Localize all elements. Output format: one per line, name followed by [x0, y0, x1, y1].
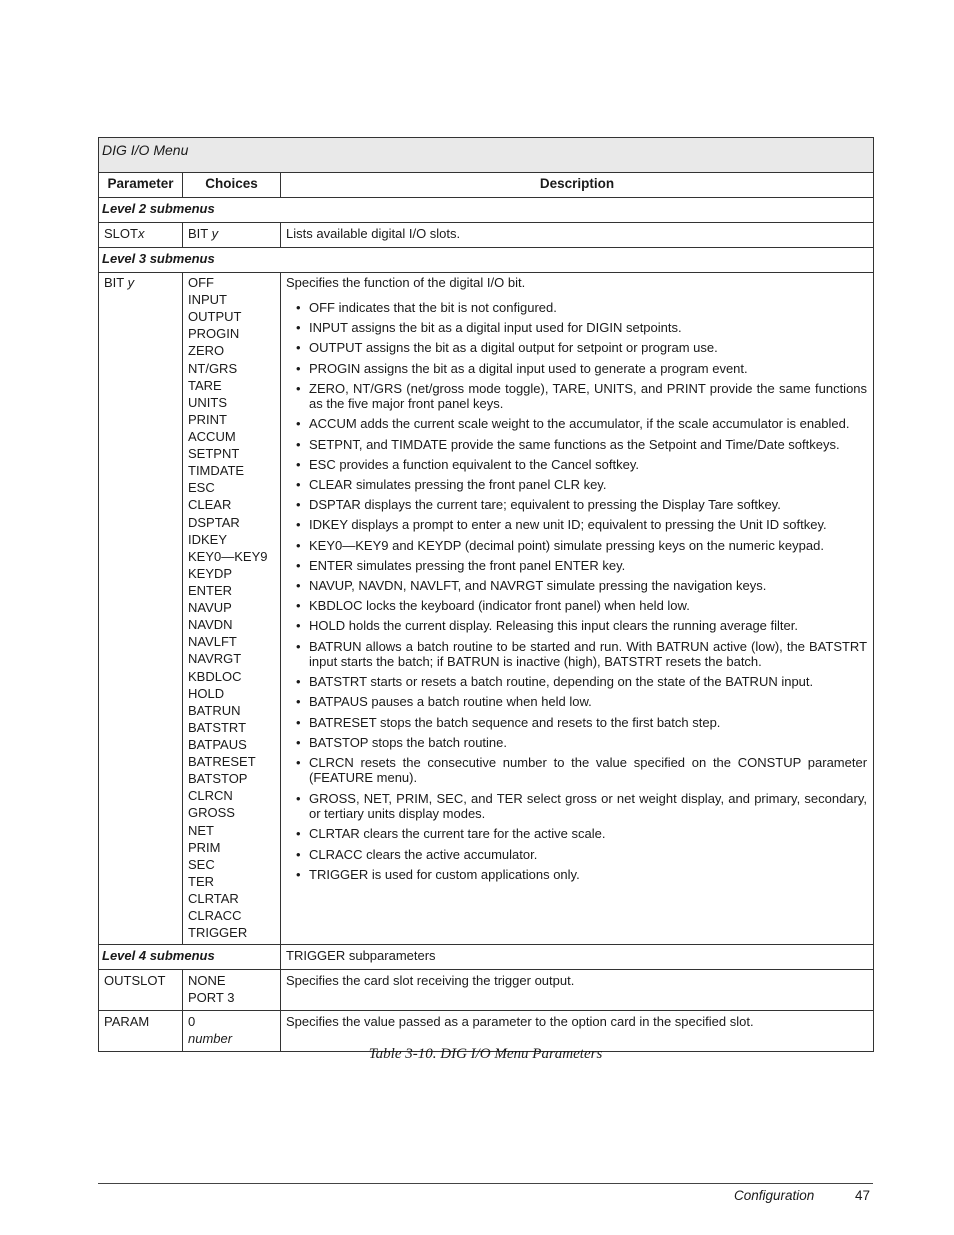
choice-item: HOLD [188, 685, 225, 701]
choice-item: NAVDN [188, 617, 233, 633]
slot-choice [183, 223, 281, 248]
list-item: • BATSTRT starts or resets a batch routine, depending on the state of the BATRUN input. [286, 674, 867, 690]
outslot-description: Specifies the card slot receiving the trigger output. [281, 970, 874, 1011]
slot-choice-main: BIT [188, 226, 212, 241]
list-item: • DSPTAR displays the current tare; equivalent to pressing the Display Tare softkey. [286, 497, 867, 513]
choice-item: INPUT [188, 292, 227, 308]
bit-param-main: BIT [104, 275, 128, 290]
choice-item: KEYDP [188, 565, 233, 581]
outslot-parameter: OUTSLOT [99, 970, 183, 1011]
choice-item: BATSTRT [188, 719, 247, 735]
list-item: • GROSS, NET, PRIM, SEC, and TER select gross or net weight display, and primary, secondary, or tertiary units display modes. [286, 791, 867, 822]
list-item: • INPUT assigns the bit as a digital input used for DIGIN setpoints. [286, 320, 867, 336]
bit-parameter [99, 273, 183, 945]
list-item: • OFF indicates that the bit is not configured. [286, 300, 867, 316]
choice-item: TARE [188, 377, 222, 393]
list-item: • CLRCN resets the consecutive number to the value specified on the CONSTUP parameter (FEATURE menu). [286, 755, 867, 786]
list-item: • CLRACC clears the active accumulator. [286, 847, 867, 863]
param-choice-number: number [188, 1031, 233, 1047]
list-item: • BATSTOP stops the batch routine. [286, 735, 867, 751]
header-row [99, 173, 874, 198]
level4-section-row [99, 945, 874, 970]
slot-parameter [99, 223, 183, 248]
list-item: • CLEAR simulates pressing the front panel CLR key. [286, 477, 867, 493]
choice-item: NT/GRS [188, 360, 238, 376]
choice-item: TER [188, 873, 214, 889]
outslot-choices-list [183, 970, 281, 1011]
choice-item: ENTER [188, 582, 233, 598]
list-item: • HOLD holds the current display. Releasing this input clears the running average filter. [286, 618, 867, 634]
bit-param-var: y [127, 275, 135, 290]
choice-item: PORT 3 [188, 990, 235, 1006]
choice-item: TIMDATE [188, 463, 245, 479]
list-item: • NAVUP, NAVDN, NAVLFT, and NAVRGT simulate pressing the navigation keys. [286, 578, 867, 594]
list-item: • BATRESET stops the batch sequence and resets to the first batch step. [286, 715, 867, 731]
list-item: • ENTER simulates pressing the front panel ENTER key. [286, 558, 867, 574]
level2-section-row [99, 198, 874, 223]
choice-item: NAVRGT [188, 651, 242, 667]
bit-choices-list [183, 273, 281, 945]
footer-page-number: 47 [855, 1188, 871, 1203]
list-item: • BATPAUS pauses a batch routine when held low. [286, 694, 867, 710]
header-description: Description [281, 173, 874, 198]
choice-item: UNITS [188, 394, 227, 410]
table-title: DIG I/O Menu [99, 138, 874, 173]
list-item: • IDKEY displays a prompt to enter a new unit ID; equivalent to pressing the Unit ID softkey. [286, 517, 867, 533]
choice-item: IDKEY [188, 531, 228, 547]
choice-item: DSPTAR [188, 514, 240, 530]
choice-item: PROGIN [188, 326, 240, 342]
list-item: • OUTPUT assigns the bit as a digital output for setpoint or program use. [286, 340, 867, 356]
list-item: • SETPNT, and TIMDATE provide the same functions as the Setpoint and Time/Date softkeys. [286, 437, 867, 453]
dig-io-menu-table [98, 137, 874, 1052]
level4-description: TRIGGER subparameters [281, 945, 874, 970]
level3-section-row [99, 248, 874, 273]
level3-label: Level 3 submenus [99, 248, 874, 273]
choice-item: KEY0—KEY9 [188, 548, 268, 564]
list-item: • PROGIN assigns the bit as a digital input used to generate a program event. [286, 361, 867, 377]
choice-item: NAVUP [188, 600, 232, 616]
choice-item: OUTPUT [188, 309, 242, 325]
list-item: • KBDLOC locks the keyboard (indicator front panel) when held low. [286, 598, 867, 614]
choice-item: ESC [188, 480, 215, 496]
table-title-row [99, 138, 874, 173]
choice-item: NONE [188, 973, 226, 989]
bit-description-intro: Specifies the function of the digital I/O bit. [286, 275, 526, 290]
choice-item: SETPNT [188, 446, 240, 462]
list-item: • KEY0—KEY9 and KEYDP (decimal point) simulate pressing keys on the numeric keypad. [286, 538, 867, 554]
choice-item: ACCUM [188, 428, 236, 444]
choice-item: TRIGGER [188, 925, 248, 941]
table-row-bit [99, 273, 874, 945]
choice-item: CLRCN [188, 788, 233, 804]
table-row-outslot [99, 970, 874, 1011]
choice-item: GROSS [188, 805, 235, 821]
list-item: • CLRTAR clears the current tare for the active scale. [286, 826, 867, 842]
list-item: • ZERO, NT/GRS (net/gross mode toggle), TARE, UNITS, and PRINT provide the same functions as the five major front panel keys. [286, 381, 867, 412]
choice-item: BATPAUS [188, 736, 247, 752]
choice-item: CLRACC [188, 908, 242, 924]
choice-item: OFF [188, 275, 214, 290]
choice-item: BATSTOP [188, 771, 248, 787]
param-choice-default: 0 [188, 1014, 196, 1030]
param-parameter: PARAM [99, 1011, 183, 1052]
choice-item: KBDLOC [188, 668, 242, 684]
bit-description [281, 273, 874, 945]
param-description: Specifies the value passed as a parameter to the option card in the specified slot. [281, 1011, 874, 1052]
choice-item: PRIM [188, 839, 221, 855]
list-item: • TRIGGER is used for custom applications only. [286, 867, 867, 883]
footer-divider [98, 1183, 873, 1184]
header-parameter: Parameter [99, 173, 183, 198]
slot-description: Lists available digital I/O slots. [281, 223, 874, 248]
list-item: • BATRUN allows a batch routine to be started and run. With BATRUN active (low), the BATSTRT input starts the batch; if BATRUN is inactive (high), BATSTRT resets the batch. [286, 639, 867, 670]
choice-item: BATRESET [188, 754, 256, 770]
footer-section-title: Configuration [734, 1188, 815, 1203]
header-choices: Choices [183, 173, 281, 198]
choice-item: SEC [188, 856, 215, 872]
choice-item: CLEAR [188, 497, 232, 513]
choice-item: BATRUN [188, 702, 241, 718]
choice-item: PRINT [188, 411, 227, 427]
level2-label: Level 2 submenus [99, 198, 874, 223]
slot-param-var: x [137, 226, 145, 241]
list-item: • ESC provides a function equivalent to the Cancel softkey. [286, 457, 867, 473]
choice-item: NAVLFT [188, 634, 237, 650]
list-item: • ACCUM adds the current scale weight to the accumulator, if the scale accumulator is enabled. [286, 416, 867, 432]
bit-bullet-list [286, 300, 867, 882]
slot-param-main: SLOT [104, 226, 138, 241]
slot-choice-var: y [211, 226, 219, 241]
table-caption: Table 3-10. DIG I/O Menu Parameters [368, 1046, 603, 1062]
choice-item: ZERO [188, 343, 225, 359]
level4-label: Level 4 submenus [99, 945, 281, 970]
table-row-slot [99, 223, 874, 248]
choice-item: NET [188, 822, 214, 838]
choice-item: CLRTAR [188, 890, 239, 906]
